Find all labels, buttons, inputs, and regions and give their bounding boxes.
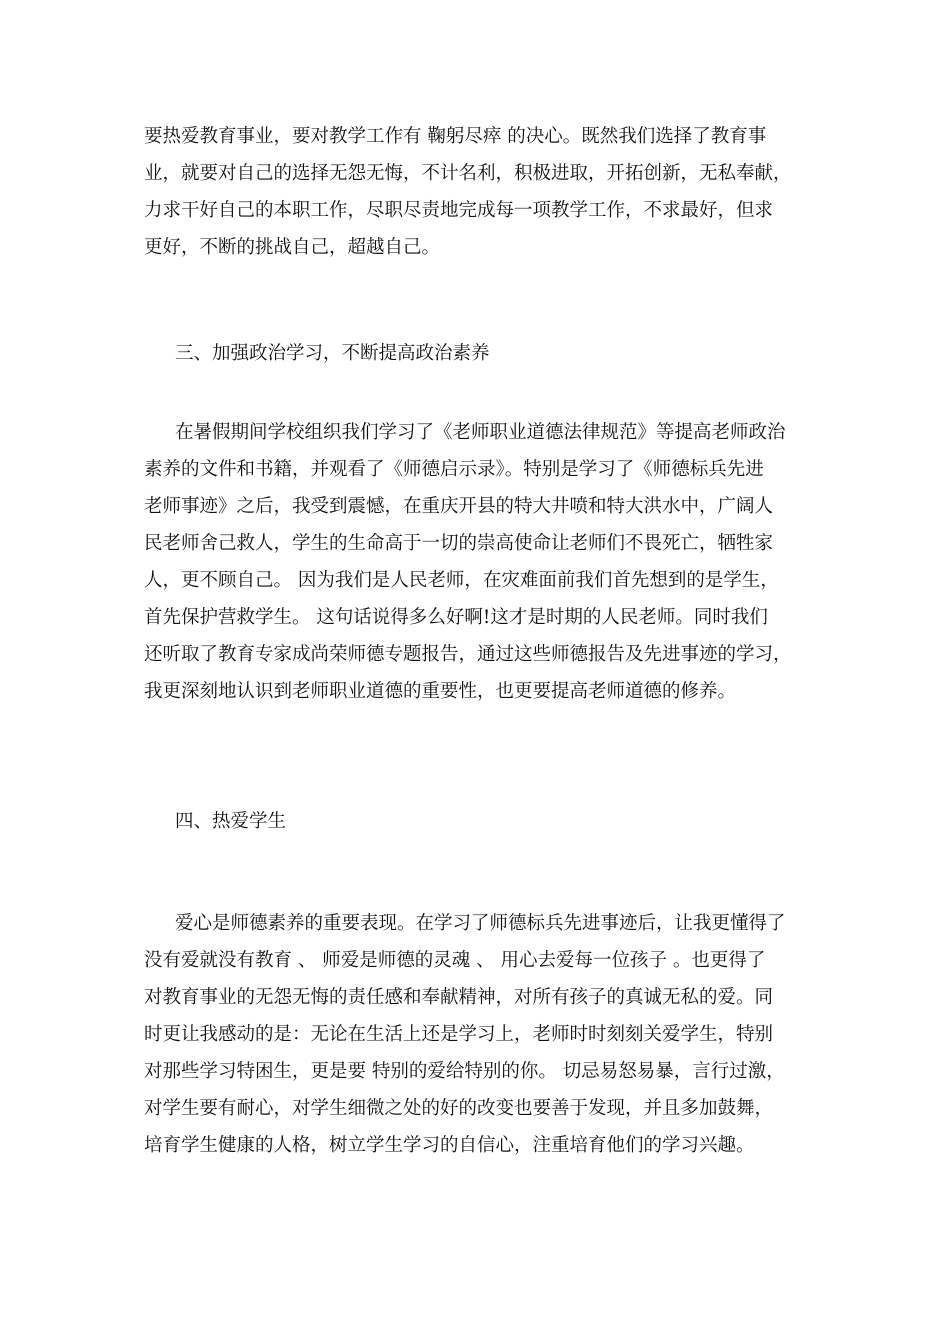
paragraph-love-students	[144, 905, 810, 1164]
paragraph-line: 我更深刻地认识到老师职业道德的重要性，也更要提高老师道德的修养。	[144, 681, 737, 702]
paragraph-line: 对那些学习特困生，更是要 特别的爱给特别的你。 切忌易怒易暴，言行过激，	[144, 1061, 785, 1082]
paragraph-line: 在暑假期间学校组织我们学习了《老师职业道德法律规范》等提高老师政治	[175, 422, 786, 443]
paragraph-line: 更好，不断的挑战自己，超越自己。	[144, 237, 441, 258]
paragraph-teaching-dedication	[144, 118, 810, 266]
paragraph-line: 人，更不顾自己。 因为我们是人民老师，在灾难面前我们首先想到的是学生，	[144, 570, 779, 591]
paragraph-line: 时更让我感动的是：无论在生活上还是学习上，老师时时刻刻关爱学生，特别	[144, 1024, 774, 1045]
paragraph-line: 对学生要有耐心，对学生细微之处的好的改变也要善于发现，并且多加鼓舞，	[144, 1098, 774, 1119]
paragraph-line: 业，就要对自己的选择无怨无悔，不计名利，积极进取，开拓创新，无私奉献，	[144, 163, 792, 184]
paragraph-line: 素养的文件和书籍，并观看了《师德启示录》。特别是学习了《师德标兵先进	[144, 459, 764, 480]
paragraph-line: 力求干好自己的本职工作，尽职尽责地完成每一项教学工作，不求最好，但求	[144, 200, 774, 221]
paragraph-line: 对教育事业的无怨无悔的责任感和奉献精神，对所有孩子的真诚无私的爱。同	[144, 987, 774, 1008]
section-heading-political-study: 三、加强政治学习，不断提高政治素养	[175, 343, 490, 364]
section-heading-3-block	[144, 335, 810, 372]
paragraph-line: 老师事迹》之后，我受到震憾，在重庆开县的特大井喷和特大洪水中，广阔人	[144, 496, 774, 517]
section-heading-love-students: 四、热爱学生	[175, 811, 287, 832]
section-heading-4-block	[144, 803, 810, 840]
paragraph-line: 要热爱教育事业，要对教学工作有 鞠躬尽瘁 的决心。既然我们选择了教育事	[144, 126, 767, 147]
paragraph-line: 没有爱就没有教育 、 师爱是师德的灵魂 、 用心去爱每一位孩子 。也更得了	[144, 950, 766, 971]
paragraph-line: 爱心是师德素养的重要表现。在学习了师德标兵先进事迹后，让我更懂得了	[175, 913, 786, 934]
paragraph-line: 还听取了教育专家成尚荣师德专题报告，通过这些师德报告及先进事迹的学习，	[144, 644, 792, 665]
paragraph-line: 民老师舍己救人，学生的生命高于一切的崇高使命让老师们不畏死亡，牺牲家	[144, 533, 774, 554]
paragraph-line: 培育学生健康的人格，树立学生学习的自信心，注重培育他们的学习兴趣。	[144, 1135, 755, 1156]
paragraph-line: 首先保护营救学生。 这句话说得多么好啊!这才是时期的人民老师。同时我们	[144, 607, 768, 628]
paragraph-political-study	[144, 414, 810, 710]
